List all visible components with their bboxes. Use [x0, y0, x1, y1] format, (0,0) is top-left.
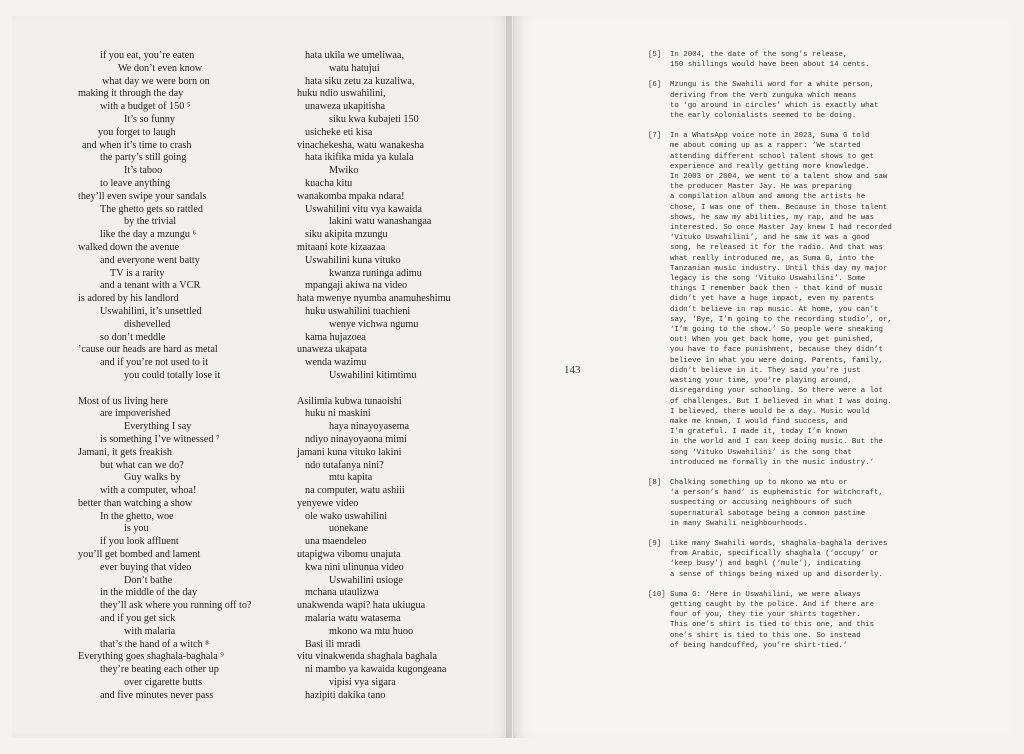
swahili-lyric-line: ole wako uswahilini [305, 510, 388, 522]
swahili-lyric-line: kama hujazoea [305, 331, 366, 343]
english-lyric-line: with malaria [124, 625, 176, 637]
english-lyric-line: In the ghetto, woe [100, 510, 174, 522]
footnote-number: [8] [648, 478, 662, 487]
english-lyric-line: the party’s still going [100, 152, 187, 164]
english-lyric-line: Uswahilini, it’s unsettled [100, 305, 202, 317]
swahili-lyric-line: vinachekesha, watu wanakesha [297, 139, 425, 151]
english-lyric-line: what day we were born on [102, 75, 210, 87]
swahili-lyric-line: Uswahilini kitimtimu [329, 369, 417, 381]
swahili-lyric-line: huku ndio uswahilini, [297, 88, 386, 100]
swahili-lyric-line: siku akipita mzungu [305, 229, 388, 241]
english-lyric-line: is something I’ve witnessed ⁷ [100, 433, 220, 445]
english-lyric-line: and if you’re not used to it [100, 357, 209, 369]
swahili-lyric-line: ndo tutafanya nini? [305, 459, 384, 471]
swahili-lyric-line: huku uswahilini tuachieni [305, 305, 411, 317]
footnote-text: Like many Swahili words, shaghala-baghala derives from Arabic, specifically shaghala (‘occupy’ or ‘keep busy’) and baghl (‘mule’), indicating a sense of things being mixed up and disorderly. [670, 539, 888, 579]
swahili-lyric-line: mitaani kote kizaazaa [297, 241, 386, 253]
swahili-lyric-line: jamani kuna vituko lakini [297, 446, 402, 458]
english-lyric-line: they’ll ask where you running off to? [100, 600, 252, 612]
swahili-lyric-line: haya ninayoyasema [329, 421, 410, 433]
swahili-lyric-line: na computer, watu ashiii [305, 485, 405, 497]
swahili-lyric-line: unaweza ukapitisha [305, 101, 386, 113]
english-lyric-line: and when it’s time to crash [82, 139, 192, 151]
english-lyric-line: they’ll even swipe your sandals [78, 190, 207, 202]
english-lyric-line: and a tenant with a VCR [100, 280, 201, 292]
english-lyric-line: Guy walks by [124, 472, 181, 484]
swahili-lyric-line: wenda wazimu [305, 357, 367, 369]
footnote-text: Mzungu is the Swahili word for a white person, deriving from the verb zunguka which means to ‘go around in circles’ which is exactly what the early colonialists seemed to be doing. [670, 81, 879, 121]
english-lyric-line: Jamani, it gets freakish [78, 446, 172, 458]
english-lyric-line: you could totally lose it [124, 369, 221, 381]
english-lyric-line: walked down the avenue [78, 241, 179, 253]
swahili-lyric-line: unaweza ukapata [297, 344, 367, 356]
swahili-lyric-line: Basi ili mradi [305, 638, 361, 650]
footnote-text: Chalking something up to mkono wa mtu or ‘a person’s hand’ is euphemistic for witchcraft, suspecting or accusing neighbours of such supernatural sabotage being a common pastime in many Swahili neighbourhoods. [670, 478, 883, 528]
english-lyric-line: The ghetto gets so rattled [100, 203, 203, 215]
english-lyric-line: you’ll get bombed and lament [78, 549, 201, 561]
swahili-lyrics-column [297, 50, 451, 703]
english-lyric-line: that’s the hand of a witch ⁸ [100, 638, 209, 650]
english-lyric-line: if you eat, you’re eaten [100, 50, 195, 61]
swahili-lyric-line: Mwiko [329, 165, 359, 177]
english-lyrics-column [78, 50, 251, 703]
footnotes [648, 50, 938, 661]
footnote [648, 131, 938, 468]
swahili-lyric-line: hata ukila we umeliwaa, [305, 50, 405, 61]
english-lyric-line: to leave anything [100, 177, 171, 189]
swahili-lyric-line: Uswahilini vitu vya kawaida [305, 203, 422, 215]
english-lyric-line: is you [124, 523, 149, 535]
english-lyric-line: and if you get sick [100, 613, 176, 625]
english-lyric-line [78, 383, 251, 396]
swahili-lyric-line: Asilimia kubwa tunaoishi [297, 395, 402, 407]
english-lyric-line: like the day a mzungu ⁶ [100, 229, 197, 241]
swahili-lyric-line: vitu vinakwenda shaghala baghala [297, 651, 438, 663]
swahili-lyric-line: kwa nini ulinunua video [305, 561, 404, 573]
swahili-lyric-line: ndiyo ninayoyaona mimi [305, 433, 407, 445]
english-lyric-line: but what can we do? [100, 459, 184, 471]
swahili-lyric-line: usicheke eti kisa [305, 126, 373, 138]
footnote-number: [6] [648, 81, 662, 90]
swahili-lyric-line: hata mwenye nyumba anamuheshimu [297, 293, 451, 305]
english-lyric-line: they’re beating each other up [100, 664, 219, 676]
english-lyric-line: is adored by his landlord [78, 293, 179, 305]
english-lyric-line: are impoverished [100, 408, 171, 420]
footnote [648, 50, 938, 70]
swahili-lyric-line: lakini watu wanashangaa [329, 216, 432, 228]
swahili-lyric-line: wenye vichwa ngumu [329, 318, 419, 330]
swahili-lyric-line: watu hatujui [329, 62, 380, 74]
footnote [648, 539, 938, 580]
swahili-lyric-line: unakwenda wapi? hata ukiugua [297, 600, 426, 612]
swahili-lyric-line: Uswahilini usioge [329, 574, 403, 586]
footnote-text: Suma G: ‘Here in Uswahilini, we were always getting caught by the police. And if there are four of you, they tie your shirts together. This one’s shirt is tied to this one, and this one’s shirt is tied to this one. So instead of being handcuffed, you’re shirt-tied.’ [670, 590, 875, 650]
english-lyric-line: and five minutes never pass [100, 689, 214, 701]
footnote [648, 590, 938, 651]
swahili-lyric-line: mchana utaulizwa [305, 587, 379, 599]
swahili-lyric-line: yenyewe video [297, 497, 359, 509]
swahili-lyric-line: siku kwa kubajeti 150 [329, 113, 419, 125]
english-lyric-line: It’s taboo [124, 165, 163, 177]
swahili-lyric-line: hazipiti dakika tano [305, 689, 386, 701]
swahili-lyric-line: hata siku zetu za kuzaliwa, [305, 75, 415, 87]
footnote-text: In 2004, the date of the song’s release, 150 shillings would have been about 14 cents. [670, 51, 870, 70]
english-lyric-line: ever buying that video [100, 561, 192, 573]
english-lyric-line: if you look affluent [100, 536, 179, 548]
swahili-lyric-line [297, 383, 451, 396]
english-lyric-line: so don’t meddle [100, 331, 166, 343]
english-lyric-line: ’cause our heads are hard as metal [78, 344, 218, 356]
english-lyric-line: It’s so funny [124, 113, 175, 125]
swahili-lyric-line: kwanza runinga adimu [329, 267, 422, 279]
swahili-lyric-line: mpangaji akiwa na video [305, 280, 408, 292]
english-lyric-line: you forget to laugh [98, 126, 176, 138]
swahili-lyric-line: mkono wa mtu huoo [329, 625, 414, 637]
swahili-lyric-line: ni mambo ya kawaida kugongeana [305, 664, 447, 676]
footnote-number: [9] [648, 539, 662, 548]
english-lyric-line: We don’t even know [118, 62, 203, 74]
footnote [648, 478, 938, 529]
english-lyric-line: with a computer, whoa! [100, 485, 197, 497]
swahili-lyric-line: kuacha kitu [305, 177, 353, 189]
english-lyric-line: dishevelled [124, 318, 171, 330]
footnote-text: In a WhatsApp voice note in 2023, Suma G told me about coming up as a rapper: ‘We started attending different school talent shows to get experience and really getting more knowledge. In 2003 or 2004, we went to a talent show and saw the producer Master Jay. He was preparing a compilation album and among the artists he chose, I was one of them. Because in those talent shows, he saw my abilities, my rap, and he was interested. So once Master Jay knew I had recorded ‘Vituko Uswahilini’, and he saw it was a good song, he released it for the radio. And that was what really introduced me, as Suma G, into the Tanzanian music industry. Until this day my major legacy is the song ‘Vituko Uswahilini’. Some things I remember back then - that kind of music didn’t yet have a huge impact, even my parents didn’t believe in rap music. At home, you can’t say, ‘Bye, I’m going to the recording studio’, or, ‘I’m going to the show.’ So people were sneaking out! When you get back home, you get punished, you have to face punishment, because they didn’t believe in what you were doing. Parents, family, didn’t believe in it. They said you’re just wasting your time, you’re playing around, disregarding your schooling. So there were a lot of challenges. But I believed in what I was doing. I believed, there would be a day. Music would make me known, I would find success, and I’m grateful. I made it, today I’m known in the world and I can keep doing music. But the song ‘Vituko Uswahilini’ is the song that introduced me formally in the music industry.’ [670, 132, 892, 467]
english-lyric-line: in the middle of the day [100, 587, 198, 599]
swahili-lyric-line: malaria watu watasema [305, 613, 401, 625]
swahili-lyric-line: hata ikifika mida ya kulala [305, 152, 414, 164]
swahili-lyric-line: una maendeleo [305, 536, 367, 548]
english-lyric-line: Everything goes shaghala-baghala ⁹ [78, 651, 224, 663]
english-lyric-line: by the trivial [124, 216, 177, 228]
english-lyric-line: TV is a rarity [110, 267, 165, 279]
footnote-number: [10] [648, 590, 666, 599]
swahili-lyric-line: uonekane [329, 523, 369, 535]
footnote-number: [7] [648, 132, 662, 141]
english-lyric-line: Most of us living here [78, 395, 168, 407]
english-lyric-line: Don’t bathe [124, 574, 173, 586]
swahili-lyric-line: mtu kapita [329, 472, 373, 484]
book-gutter [506, 16, 514, 738]
english-lyric-line: Everything I say [124, 421, 192, 433]
english-lyric-line: making it through the day [78, 88, 184, 100]
english-lyric-line: over cigarette butts [124, 677, 203, 689]
swahili-lyric-line: vipisi vya sigara [329, 677, 396, 689]
footnote [648, 80, 938, 121]
english-lyric-line: with a budget of 150 ⁵ [100, 101, 191, 113]
swahili-lyric-line: Uswahilini kuna vituko [305, 254, 401, 266]
swahili-lyric-line: utapigwa vibomu unajuta [297, 549, 401, 561]
swahili-lyric-line: wanakomba mpaka ndara! [297, 190, 405, 202]
english-lyric-line: better than watching a show [78, 497, 193, 509]
english-lyric-line: and everyone went batty [100, 254, 200, 266]
swahili-lyric-line: huku ni maskini [305, 408, 371, 420]
footnote-number: [5] [648, 51, 662, 59]
page-number: 143 [564, 364, 581, 376]
